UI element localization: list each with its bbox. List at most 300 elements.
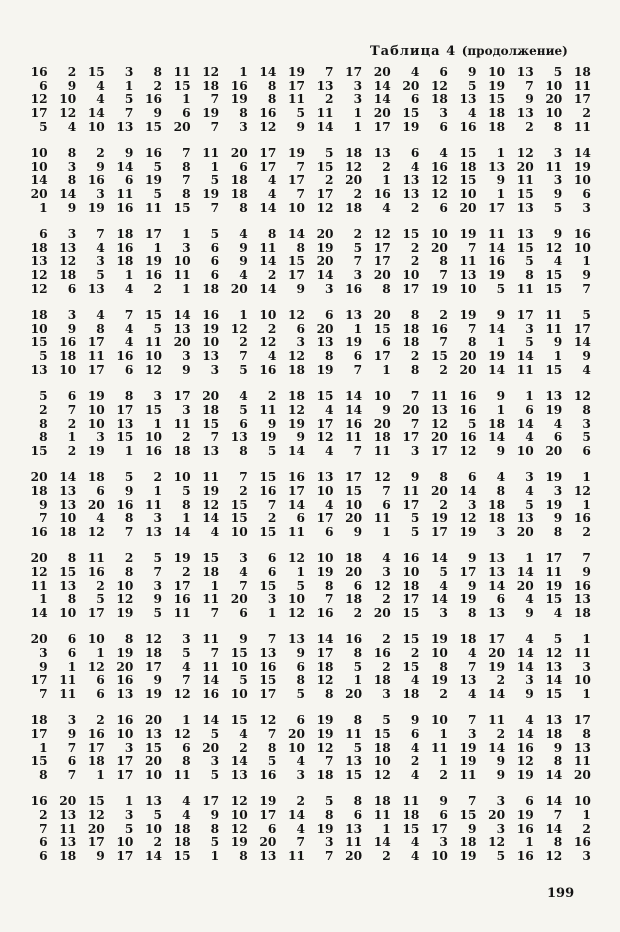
table-cell: 18 bbox=[202, 564, 220, 579]
table-cell: 9 bbox=[39, 659, 48, 674]
table-cell: 1 bbox=[382, 821, 391, 836]
table-cell: 8 bbox=[210, 821, 220, 836]
table-cell: 12 bbox=[202, 65, 220, 79]
table-cell: 10 bbox=[573, 673, 591, 688]
table-cell: 14 bbox=[516, 659, 534, 674]
table-cell: 11 bbox=[402, 794, 420, 809]
table-cell: 8 bbox=[239, 200, 248, 215]
table-cell: 9 bbox=[124, 146, 134, 161]
table-cell: 6 bbox=[410, 726, 420, 741]
table-cell: 14 bbox=[573, 335, 591, 350]
table-cell: 17 bbox=[402, 592, 420, 607]
table-cell: 4 bbox=[410, 159, 420, 174]
table-cell: 7 bbox=[468, 321, 477, 336]
table-cell: 12 bbox=[373, 578, 391, 593]
table-cell: 20 bbox=[402, 402, 420, 417]
table-cell: 5 bbox=[496, 849, 506, 864]
table-cell: 12 bbox=[87, 659, 105, 674]
table-cell: 20 bbox=[259, 835, 277, 850]
table-cell: 5 bbox=[325, 794, 334, 809]
table-cell: 5 bbox=[96, 268, 105, 283]
table-cell: 3 bbox=[353, 268, 363, 283]
table-cell: 11 bbox=[202, 592, 220, 607]
table-cell: 15 bbox=[30, 335, 48, 350]
table-cell: 19 bbox=[459, 524, 477, 539]
table-cell: 6 bbox=[353, 807, 363, 822]
table-cell: 7 bbox=[210, 200, 220, 215]
table-cell: 1 bbox=[353, 321, 363, 336]
table-cell: 10 bbox=[259, 308, 277, 323]
table-cell: 5 bbox=[296, 106, 305, 121]
table-cell: 2 bbox=[582, 524, 591, 539]
table-cell: 9 bbox=[124, 483, 134, 498]
table-cell: 15 bbox=[545, 686, 563, 701]
table-cell: 5 bbox=[325, 146, 334, 161]
table-cell: 12 bbox=[373, 470, 391, 485]
table-cell: 1 bbox=[439, 726, 448, 741]
table-cell: 13 bbox=[373, 146, 391, 161]
table-cell: 13 bbox=[59, 807, 77, 822]
table-cell: 5 bbox=[525, 335, 534, 350]
table-cell: 11 bbox=[373, 443, 391, 458]
table-cell: 20 bbox=[202, 740, 220, 755]
table-cell: 1 bbox=[353, 106, 363, 121]
table-cell: 7 bbox=[267, 497, 277, 512]
table-cell: 3 bbox=[325, 281, 334, 296]
table-cell: 3 bbox=[553, 146, 563, 161]
table-cell: 14 bbox=[545, 768, 563, 782]
table-cell: 13 bbox=[173, 321, 191, 336]
table-cell: 2 bbox=[67, 443, 77, 458]
table-row bbox=[20, 309, 592, 323]
table-cell: 12 bbox=[488, 835, 506, 850]
table-cell: 15 bbox=[202, 416, 220, 431]
table-cell: 7 bbox=[210, 119, 220, 134]
table-row bbox=[20, 850, 592, 864]
table-cell: 19 bbox=[145, 173, 162, 188]
table-cell: 3 bbox=[124, 740, 134, 755]
table-cell: 5 bbox=[239, 402, 248, 417]
table-cell: 13 bbox=[59, 578, 77, 593]
table-cell: 18 bbox=[545, 726, 563, 741]
table-row bbox=[20, 566, 592, 580]
table-cell: 3 bbox=[525, 321, 534, 336]
table-cell: 19 bbox=[202, 321, 220, 336]
table-cell: 4 bbox=[382, 551, 391, 566]
table-cell: 14 bbox=[488, 362, 506, 377]
table-cell: 13 bbox=[345, 308, 363, 323]
table-cell: 20 bbox=[87, 497, 105, 512]
table-cell: 15 bbox=[402, 632, 420, 647]
table-cell: 5 bbox=[124, 821, 134, 836]
table-cell: 4 bbox=[582, 362, 591, 377]
table-cell: 12 bbox=[516, 146, 534, 161]
table-cell: 15 bbox=[516, 187, 534, 202]
table-cell: 15 bbox=[30, 443, 48, 458]
table-cell: 1 bbox=[39, 200, 48, 215]
table-cell: 19 bbox=[430, 281, 448, 296]
table-cell: 8 bbox=[239, 106, 248, 121]
table-cell: 3 bbox=[182, 632, 191, 647]
table-cell: 10 bbox=[30, 321, 48, 336]
table-cell: 9 bbox=[96, 159, 105, 174]
table-cell: 3 bbox=[496, 524, 506, 539]
table-cell: 8 bbox=[553, 835, 563, 850]
table-cell: 4 bbox=[496, 470, 506, 485]
table-cell: 12 bbox=[287, 308, 305, 323]
table-cell: 5 bbox=[39, 349, 48, 364]
table-cell: 14 bbox=[259, 65, 277, 79]
table-cell: 6 bbox=[439, 65, 448, 79]
table-cell: 9 bbox=[67, 200, 77, 215]
table-cell: 18 bbox=[59, 524, 77, 539]
table-cell: 8 bbox=[553, 754, 563, 769]
table-cell: 2 bbox=[296, 794, 305, 809]
table-cell: 1 bbox=[582, 807, 591, 822]
table-cell: 2 bbox=[39, 807, 48, 822]
table-cell: 20 bbox=[30, 470, 48, 485]
table-cell: 14 bbox=[59, 187, 77, 202]
table-cell: 8 bbox=[553, 524, 563, 539]
table-cell: 9 bbox=[496, 389, 506, 404]
table-cell: 16 bbox=[430, 159, 448, 174]
table-cell: 5 bbox=[210, 768, 220, 782]
table-cell: 17 bbox=[116, 768, 134, 782]
table-cell: 20 bbox=[545, 92, 563, 107]
table-cell: 2 bbox=[439, 768, 448, 782]
table-cell: 15 bbox=[345, 768, 363, 782]
table-cell: 5 bbox=[410, 524, 420, 539]
table-cell: 20 bbox=[316, 254, 334, 269]
table-cell: 1 bbox=[153, 483, 162, 498]
table-cell: 1 bbox=[96, 768, 105, 782]
table-cell: 10 bbox=[145, 430, 162, 445]
table-cell: 20 bbox=[430, 430, 448, 445]
table-row bbox=[20, 714, 592, 728]
table-cell: 13 bbox=[145, 794, 162, 809]
table-row bbox=[20, 228, 592, 242]
table-cell: 6 bbox=[239, 605, 248, 620]
table-cell: 16 bbox=[259, 362, 277, 377]
table-cell: 14 bbox=[116, 159, 134, 174]
table-cell: 18 bbox=[430, 92, 448, 107]
table-cell: 3 bbox=[239, 551, 248, 566]
table-cell: 11 bbox=[545, 321, 563, 336]
table-cell: 6 bbox=[67, 632, 77, 647]
table-cell: 18 bbox=[173, 821, 191, 836]
table-cell: 11 bbox=[202, 632, 220, 647]
table-cell: 15 bbox=[259, 673, 277, 688]
table-cell: 18 bbox=[573, 605, 591, 620]
table-cell: 17 bbox=[373, 254, 391, 269]
table-cell: 18 bbox=[402, 321, 420, 336]
table-cell: 4 bbox=[239, 227, 248, 242]
table-cell: 2 bbox=[353, 605, 363, 620]
table-cell: 9 bbox=[410, 713, 420, 728]
table-cell: 13 bbox=[545, 659, 563, 674]
table-cell: 10 bbox=[402, 268, 420, 283]
table-cell: 9 bbox=[67, 78, 77, 93]
table-cell: 14 bbox=[173, 524, 191, 539]
table-cell: 19 bbox=[87, 200, 105, 215]
table-cell: 10 bbox=[173, 254, 191, 269]
table-cell: 20 bbox=[516, 524, 534, 539]
table-cell: 6 bbox=[410, 92, 420, 107]
table-cell: 9 bbox=[468, 821, 477, 836]
table-cell: 19 bbox=[202, 483, 220, 498]
table-cell: 5 bbox=[210, 173, 220, 188]
table-cell: 8 bbox=[67, 146, 77, 161]
table-cell: 8 bbox=[439, 659, 448, 674]
table-cell: 18 bbox=[59, 268, 77, 283]
table-cell: 12 bbox=[430, 416, 448, 431]
table-cell: 3 bbox=[553, 483, 563, 498]
table-cell: 19 bbox=[87, 389, 105, 404]
table-cell: 1 bbox=[439, 754, 448, 769]
table-cell: 16 bbox=[459, 402, 477, 417]
table-cell: 12 bbox=[287, 349, 305, 364]
table-cell: 18 bbox=[373, 673, 391, 688]
table-cell: 9 bbox=[525, 605, 534, 620]
table-cell: 13 bbox=[59, 483, 77, 498]
table-cell: 16 bbox=[573, 511, 591, 526]
table-cell: 15 bbox=[259, 578, 277, 593]
table-row bbox=[20, 283, 592, 297]
table-cell: 7 bbox=[239, 470, 248, 485]
table-cell: 13 bbox=[202, 349, 220, 364]
table-cell: 3 bbox=[96, 430, 105, 445]
table-cell: 4 bbox=[182, 807, 191, 822]
table-cell: 8 bbox=[267, 740, 277, 755]
table-cell: 4 bbox=[410, 835, 420, 850]
table-row bbox=[20, 93, 592, 107]
table-cell: 2 bbox=[239, 483, 248, 498]
table-cell: 4 bbox=[382, 200, 391, 215]
table-cell: 8 bbox=[67, 592, 77, 607]
table-cell: 4 bbox=[296, 821, 305, 836]
table-cell: 11 bbox=[259, 402, 277, 417]
table-cell: 7 bbox=[182, 173, 191, 188]
table-cell: 1 bbox=[582, 632, 591, 647]
table-cell: 9 bbox=[296, 645, 305, 660]
table-cell: 16 bbox=[459, 119, 477, 134]
table-block bbox=[20, 795, 592, 863]
table-cell: 10 bbox=[59, 605, 77, 620]
table-cell: 16 bbox=[345, 632, 363, 647]
table-cell: 12 bbox=[430, 187, 448, 202]
table-cell: 16 bbox=[230, 78, 248, 93]
table-cell: 12 bbox=[430, 173, 448, 188]
table-cell: 4 bbox=[525, 592, 534, 607]
table-cell: 4 bbox=[239, 389, 248, 404]
table-cell: 7 bbox=[124, 524, 134, 539]
table-cell: 19 bbox=[430, 673, 448, 688]
table-cell: 15 bbox=[316, 159, 334, 174]
table-cell: 6 bbox=[296, 659, 305, 674]
table-cell: 2 bbox=[96, 578, 105, 593]
table-row bbox=[20, 147, 592, 161]
table-cell: 11 bbox=[173, 65, 191, 79]
table-cell: 11 bbox=[30, 578, 48, 593]
table-cell: 4 bbox=[525, 483, 534, 498]
table-cell: 7 bbox=[39, 686, 48, 701]
table-cell: 19 bbox=[259, 794, 277, 809]
table-cell: 9 bbox=[582, 268, 591, 283]
table-cell: 3 bbox=[353, 92, 363, 107]
table-cell: 6 bbox=[210, 268, 220, 283]
table-cell: 13 bbox=[488, 564, 506, 579]
table-cell: 14 bbox=[430, 551, 448, 566]
table-cell: 5 bbox=[39, 119, 48, 134]
table-cell: 10 bbox=[459, 187, 477, 202]
table-cell: 2 bbox=[439, 362, 448, 377]
table-cell: 3 bbox=[182, 402, 191, 417]
table-cell: 7 bbox=[96, 227, 105, 242]
table-cell: 14 bbox=[287, 497, 305, 512]
table-cell: 11 bbox=[287, 849, 305, 864]
table-cell: 14 bbox=[488, 686, 506, 701]
table-cell: 2 bbox=[153, 470, 162, 485]
table-cell: 7 bbox=[410, 389, 420, 404]
table-row bbox=[20, 418, 592, 432]
table-cell: 10 bbox=[230, 686, 248, 701]
table-cell: 11 bbox=[345, 726, 363, 741]
table-cell: 17 bbox=[430, 443, 448, 458]
table-cell: 5 bbox=[182, 645, 191, 660]
table-cell: 18 bbox=[488, 497, 506, 512]
table-cell: 19 bbox=[345, 335, 363, 350]
table-cell: 12 bbox=[59, 106, 77, 121]
table-cell: 20 bbox=[459, 349, 477, 364]
table-cell: 2 bbox=[182, 430, 191, 445]
table-cell: 15 bbox=[145, 119, 162, 134]
table-cell: 15 bbox=[202, 551, 220, 566]
table-cell: 15 bbox=[230, 497, 248, 512]
table-cell: 14 bbox=[459, 483, 477, 498]
table-cell: 3 bbox=[468, 726, 477, 741]
table-cell: 8 bbox=[325, 807, 334, 822]
table-cell: 11 bbox=[173, 268, 191, 283]
table-cell: 1 bbox=[182, 227, 191, 242]
table-cell: 2 bbox=[239, 740, 248, 755]
page-number: 199 bbox=[547, 886, 575, 901]
table-cell: 8 bbox=[39, 416, 48, 431]
table-cell: 16 bbox=[373, 645, 391, 660]
table-cell: 4 bbox=[325, 497, 334, 512]
table-cell: 17 bbox=[573, 92, 591, 107]
table-cell: 13 bbox=[87, 281, 105, 296]
table-cell: 16 bbox=[259, 659, 277, 674]
table-cell: 3 bbox=[153, 389, 162, 404]
table-cell: 18 bbox=[287, 389, 305, 404]
table-cell: 14 bbox=[373, 92, 391, 107]
table-cell: 3 bbox=[496, 794, 506, 809]
table-cell: 6 bbox=[410, 146, 420, 161]
table-cell: 13 bbox=[516, 106, 534, 121]
table-cell: 18 bbox=[202, 281, 220, 296]
table-cell: 7 bbox=[410, 416, 420, 431]
table-row bbox=[20, 499, 592, 513]
table-cell: 8 bbox=[39, 430, 48, 445]
table-cell: 11 bbox=[402, 483, 420, 498]
table-cell: 5 bbox=[468, 78, 477, 93]
table-cell: 20 bbox=[373, 416, 391, 431]
table-cell: 13 bbox=[516, 227, 534, 242]
table-cell: 12 bbox=[145, 362, 162, 377]
table-cell: 5 bbox=[582, 308, 591, 323]
table-cell: 18 bbox=[230, 173, 248, 188]
table-cell: 13 bbox=[545, 389, 563, 404]
table-row bbox=[20, 688, 592, 702]
table-cell: 15 bbox=[459, 807, 477, 822]
table-cell: 18 bbox=[373, 740, 391, 755]
table-cell: 15 bbox=[173, 78, 191, 93]
table-cell: 4 bbox=[525, 430, 534, 445]
table-cell: 20 bbox=[373, 106, 391, 121]
table-cell: 20 bbox=[373, 268, 391, 283]
table-cell: 14 bbox=[259, 281, 277, 296]
table-cell: 7 bbox=[153, 564, 162, 579]
table-cell: 15 bbox=[459, 173, 477, 188]
table-cell: 6 bbox=[468, 470, 477, 485]
table-row bbox=[20, 161, 592, 175]
table-cell: 8 bbox=[582, 402, 591, 417]
table-cell: 5 bbox=[525, 497, 534, 512]
table-cell: 14 bbox=[516, 726, 534, 741]
table-cell: 10 bbox=[316, 483, 334, 498]
table-cell: 13 bbox=[345, 821, 363, 836]
table-row bbox=[20, 188, 592, 202]
table-cell: 11 bbox=[316, 106, 334, 121]
table-cell: 3 bbox=[325, 835, 334, 850]
table-cell: 6 bbox=[496, 592, 506, 607]
table-cell: 18 bbox=[30, 240, 48, 255]
table-cell: 19 bbox=[287, 65, 305, 79]
table-cell: 12 bbox=[259, 335, 277, 350]
table-cell: 9 bbox=[468, 578, 477, 593]
table-cell: 13 bbox=[402, 187, 420, 202]
table-cell: 11 bbox=[87, 551, 105, 566]
table-cell: 10 bbox=[116, 835, 134, 850]
table-cell: 19 bbox=[430, 632, 448, 647]
table-cell: 9 bbox=[496, 768, 506, 782]
table-cell: 2 bbox=[382, 659, 391, 674]
table-cell: 1 bbox=[124, 794, 134, 809]
table-cell: 6 bbox=[553, 430, 563, 445]
table-cell: 19 bbox=[87, 443, 105, 458]
table-cell: 11 bbox=[202, 659, 220, 674]
table-cell: 5 bbox=[496, 281, 506, 296]
table-cell: 12 bbox=[173, 726, 191, 741]
table-cell: 3 bbox=[39, 645, 48, 660]
table-cell: 2 bbox=[410, 240, 420, 255]
table-cell: 13 bbox=[316, 335, 334, 350]
table-cell: 17 bbox=[145, 659, 162, 674]
table-cell: 11 bbox=[345, 430, 363, 445]
table-cell: 14 bbox=[316, 632, 334, 647]
table-cell: 1 bbox=[182, 511, 191, 526]
table-cell: 8 bbox=[96, 321, 105, 336]
table-cell: 3 bbox=[382, 564, 391, 579]
table-cell: 3 bbox=[382, 686, 391, 701]
table-cell: 2 bbox=[67, 65, 77, 79]
table-cell: 7 bbox=[525, 78, 534, 93]
table-cell: 7 bbox=[382, 483, 391, 498]
table-cell: 20 bbox=[402, 78, 420, 93]
table-cell: 7 bbox=[67, 740, 77, 755]
table-cell: 9 bbox=[39, 497, 48, 512]
table-cell: 6 bbox=[210, 240, 220, 255]
